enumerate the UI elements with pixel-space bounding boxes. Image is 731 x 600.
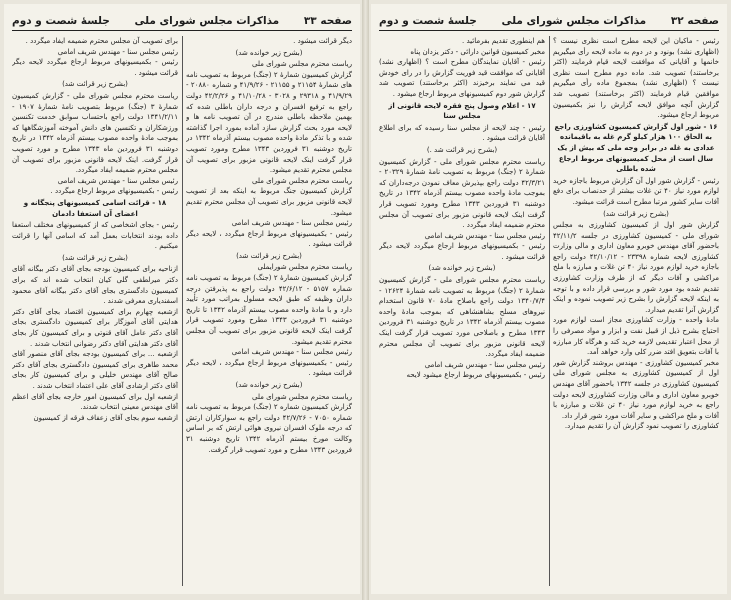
- paragraph: رئیس - بکمیسیونهای مربوط ارجاع میگردد .: [50, 186, 178, 196]
- paragraph: رئیس مجلس سنا - مهندس شریف امامی: [424, 359, 545, 369]
- paragraph: مادهٔ واحده - وزارت کشاورزی مجاز است لوازم مورد احتیاج بشرح ذیل از قبیل نفت و ابزار و مواد مصرفی را از محل اعتبار تقدیمی لازمه خرید کند و هرگاه کار مبارزه با آفات بتعویق افتد ضرر کلی وارد خواهد آمد.: [553, 315, 719, 357]
- paragraph: ازناحیه برای کمیسیون بودجه بجای آقای دکتر بیگانه آقای دکتر میرلطفی گلی کیان انتخاب شده اند که برای کمیسیون دادگستری بجای آقای دکتر بیگانه آقای محمود اسفندیاری معرفی شدند .: [12, 264, 178, 306]
- left-page-session: جلسهٔ شصت و دوم: [12, 15, 110, 27]
- left-page-columns: [12, 36, 352, 588]
- book-gutter: [362, 0, 369, 600]
- paragraph: ازشعبه چهارم برای کمیسیون اقتصاد بجای آقای دکتر هدایتی آقای آموزگار برای کمیسیون دادگستری بجای آقای دکتر عامل آقای قنوتی و برای کمیسیون کار بجای آقای دکتر هدایتی آقای دکتر رضوانی انتخاب شدند .: [12, 306, 178, 348]
- paragraph: گزارش کمیسیون شماره ۲ (جنگ) مربوط به تصویب نامه شماره ۷۰۵۰ - ۴۲/۷/۲۶ دولت راجع به سوارکاران ارتش که درجه ملوک افسران نیروی هوائی ارتش که بر اساس وکالت مورخ بیستم آذرماه ۱۳۴۲ تاریخ دوشنبه ۳۱ فروردین ۱۳۴۳ مطرح و مورد تصویب قرار گرفت.: [186, 402, 352, 454]
- paragraph: مخبر کمیسیون قوانین دارائی - دکتر یزدان پناه: [410, 46, 545, 56]
- reading-note: (بشرح زیر قرائت شد): [62, 79, 128, 89]
- paragraph: مخبر کمیسیون کشاورزی - مهندس بروشند گزارش شور اول از کمیسیون کشاورزی به مجلس شورای ملی کمیسیون کشاورزی در جلسه ۱۳۴۲ باحضور آقای مهندس خوبرو معاون اداری و مالی وزارت کشاورزی لایحه دولت راجع به خرید لوازم مورد نیاز ۴۰ تن غلات و مبارزه با آفات و ملخ مراکشی و سایر آفات مورد شور قرار داد.: [553, 357, 719, 420]
- paragraph: ریاست محترم مجلس شورای ملی: [251, 59, 352, 69]
- paragraph: رئیس مجلس سنا - مهندس شریف امامی: [57, 46, 178, 56]
- paragraph: رئیس - بکمیسیونهای مربوط ارجاع میگردد ، لایحه دیگر قرائت میشود .: [186, 228, 352, 249]
- paragraph: گزارش کمیسیون شمارهٔ ۲ (جنگ) مربوط به تصویب نامه شماره ۵۱۵۷ - ۴۲/۶/۱۲ دولت راجع به پذیرفتن درجه داران وظیفه که طبق لایحه مسلول بمراتب مورد تأیید دارد و با مادهٔ واحده مصوب بیستم آذرماه ۱۳۴۲ تا تاریخ دوشنبه ۳۱ فروردین ۱۳۴۳ مطرح ومورد تصویب قرار گرفت اینک لایحه قانونی مزبور برای تصویب آن مجلس محترم تقدیم میشود.: [186, 273, 352, 346]
- left-page-title: مذاکرات مجلس شورای ملی: [134, 15, 280, 27]
- left-page-left-column: [12, 36, 178, 588]
- paragraph: رئیس - چند لایحه از مجلس سنا رسیده که برای اطلاع آقایان قرائت میشود .: [379, 122, 545, 143]
- reading-note: (بشرح زیر خوانده شد): [428, 263, 496, 273]
- section-heading: ۱۷ - اعلام وصول پنج فقره لایحه قانونی از مجلس سنا: [388, 100, 536, 121]
- paragraph: ریاست محترم مجلس شورایملی: [257, 262, 352, 272]
- paragraph: کشاورزی را تصویب نمود گزارش آن را تقدیم میدارد.: [564, 421, 719, 431]
- right-page-right-column: [553, 36, 719, 588]
- right-page: [371, 4, 727, 594]
- reading-note: (بشرح زیر قرائت شد): [236, 250, 302, 260]
- right-page-session: جلسهٔ شصت و دوم: [379, 15, 477, 27]
- paragraph: رئیس - بکمیسیونهای مربوط ارجاع میگردد لایحه دیگر قرائت میشود .: [12, 57, 178, 77]
- left-page-right-column: [186, 36, 352, 588]
- paragraph: دیگر قرائت میشود .: [293, 36, 352, 45]
- reading-note: (بشرح زیر خوانده شد): [235, 380, 303, 389]
- paragraph: رئیس - بکمیسیونهای مربوط ارجاع میشود لایحه: [406, 370, 545, 380]
- paragraph: رئیس - آقایان نمایندگان مطرح است ؟ (اظهاری نشد) آقایانی که موافقت قید فوریت گزارش را در رای خودش قید می نمایند برخیزند (اکثر برخاستند) تصویب شد گزارش شور دوم کمیسیونهای مربوط ارجاع میشود .: [379, 57, 545, 98]
- paragraph: هم اینطوری تقدیم بفرمائید .: [462, 36, 545, 45]
- paragraph: ریاست محترم مجلس شورای ملی - گزارش کمیسیون شمارهٔ ۳ (جنگ) مربوط بتصویب نامهٔ شمارهٔ ۱۹۰۷ - ۱۳۴۱/۲/۱۱ دولت راجع باحتساب سوابق خدمت تکنسین ورزشکاران و تکنسین های دانش آموخته آموزشگاهها که بموجب مادهٔ واحده مصوب بیستم آذرماه ۱۳۴۲ در تاریخ دوشنبه ۳۱ فروردین ماه ۱۳۴۳ مطرح و مورد تصویب قرار گرفت. اینک لایحه قانونی مزبور برای تصویب آن مجلس محترم ضمیمه ایفاد میگردد.: [12, 90, 178, 175]
- section-heading: ۱۶ - شور اول گزارش کمیسیون کشاورزی راجع به الحاق ۱۰۰ هزار کیلو گرم غله به باقیمانده عدادی به غله در برابر وجه ملی که بیش از یک سال است از محل کمیسیونهای مربوط ارجاع شده باطلی: [554, 121, 718, 174]
- paragraph: ریاست محترم مجلس شورای ملی - گزارش کمیسیون شمارهٔ ۲ (جنگ) مربوط به تصویب نامهٔ شمارهٔ ۲۰۳۲۹ - ۴۲/۳/۲۱ دولت راجع بپذیرش معاف نمودن درجه‌داران که بموجب مادهٔ واحده مصوب بیستم آذرماه ۱۳۴۲ در تاریخ دوشنبه ۳۱ فروردین ۱۳۴۳ مطرح ومورد تصویب قرار گرفت اینک لایحه قانونی مزبور برای تصویب آن مجلس محترم ضمیمه ایفاد میگردد .: [379, 156, 545, 230]
- section-heading: ۱۸ - قرائت اسامی کمیسیونهای پنجگانه و اعضای آن استعفا دادمان: [23, 197, 167, 218]
- paragraph: ریاست محترم مجلس شورای ملی: [251, 391, 352, 401]
- left-page-header: [12, 12, 352, 31]
- paragraph: ریاست محترم مجلس شورای ملی - گزارش کمیسیون شمارهٔ ۲ (جنگ) مربوط به تصویب نامه شمارهٔ ۱۲۶۲۴ - ۱۳۴۰/۷/۴ دولت راجع باصلاح مادهٔ ۷۰ قانون استخدام نیروهای مسلح بشاهنشاهی که بموجب مادهٔ واحده مصوب بیستم آذرماه ۱۳۴۲ در تاریخ دوشنبه ۳۱ فروردین ۱۳۴۳ مطرح و باصلاحی مورد تصویب قرار گرفت اینک لایحه قانونی مزبور برای تصویب آن مجلس محترم ضمیمه ایفاد میگردد.: [379, 275, 545, 359]
- paragraph: ریاست محترم مجلس شورای ملی: [251, 175, 352, 185]
- reading-note: (بشرح زیر قرائت شد): [603, 208, 669, 218]
- paragraph: برای تصویب آن مجلس محترم ضمیمه ایفاد میگردد .: [25, 36, 178, 45]
- right-page-header: [379, 12, 719, 31]
- paragraph: رئیس - بکمیسیونهای مربوط ارجاع میگردد ، لایحه دیگر قرائت میشود .: [186, 357, 352, 378]
- paragraph: ازشعبه اول برای کمیسیون امور خارجه بجای آقای اعظم آقای مهندس معینی انتخاب شدند.: [12, 391, 178, 412]
- left-page: [4, 4, 360, 594]
- reading-note: (بشرح زیر قرائت شد .): [426, 144, 498, 154]
- right-page-number: صفحه ۳۲: [670, 15, 719, 27]
- paragraph: گزارش کمیسیون شمارهٔ ۲ (جنگ) مربوط به تصویب نامه های شمارهٔ ۲۱۱۵۴ و ۲۱۱۵۵ - ۴۱/۹/۲۶ و شماره ۲۰۸۸۰ - ۴۱/۹/۲۹ و ۲۹۳۱۸ و ۳۰۲۸ - ۴۱/۱۰/۲۸ و ۴۲/۲/۲۶ دولت راجع به ترفیع افسران و درجه داران باطلی شده که بهمین ملاحظه باطلی مندرج در آن تصویب نامه ها و لایحه مورد بحث گزارش سازد آماده بمورد اجرا گذاشته شده و با تذکر مادهٔ واحده مصوب بیستم آذرماه ۱۳۴۲ در تاریخ دوشنبه ۳۱ فروردین ۱۳۴۳ مطرح ومورد تصویب قرار گرفت اینک لایحه قانونی مزبور برای تصویب آن مجلس محترم تقدیم میشود.: [186, 69, 352, 175]
- paragraph: رئیس - گزارش شور اول آن گزارش مربوط باجازه خرید لوازم مورد نیاز ۴۰ تن غلات بیشتر از حدنصاب برای دفع آفات سایر کشور مرتبا مطرح است قرائت میشود.: [553, 175, 719, 206]
- paragraph: گزارش کمیسیون جنگ مربوط به اینکه بعد از تصویب لایحه قانونی مزبور برای تصویب آن مجلس محترم تقدیم میشود.: [186, 186, 352, 217]
- paragraph: رئیس مجلس سنا - مهندس شریف امامی: [231, 347, 352, 357]
- paragraph: گزارش شور اول از کمیسیون کشاورزی به مجلس شورای ملی - کمیسیون کشاورزی در جلسه ۴۲/۱۱/۲ باحضور آقای مهندس خوبرو معاون اداری و مالی وزارت کشاورزی لایحه شماره ۲۳۳۹۸ - ۴۲/۱۰/۱۲ دولت راجع باجازه خرید لوازم مورد نیاز ۴۰ تن غلات و مبارزه با ملخ مراکشی و آفات دیگر که از طرف وزارت کشاورزی تقدیم شده بود مورد شور و بررسی قرار داده و با توجه به اینکه لایحه گزارش را بشرح زیر تصویب نموده و اینک گزارش آنرا تقدیم میدارد.: [553, 220, 719, 314]
- reading-note: (بشرح زیر قرائت شد): [62, 252, 128, 262]
- right-page-columns: [379, 36, 719, 588]
- left-page-number: صفحه ۳۳: [303, 15, 352, 27]
- right-page-left-column: [379, 36, 545, 588]
- paragraph: ازشعبه ... برای کمیسیون بودجه بجای آقای منصور آقای محمد طاهری برای کمیسیون دادگستری بجای آقای دکتر صالح آقای مهندس خلیلی و برای کمیسیون کار بجای آقای دکتر ارشادی آقای علی اعتماد انتخاب شدند .: [12, 349, 178, 390]
- reading-note: (بشرح زیر خوانده شد): [235, 47, 303, 57]
- paragraph: رئیس مجلس سنا - مهندس شریف امامی: [57, 175, 178, 185]
- paragraph: ازشعبه سوم بجای آقای زعفاف فرقه از کمیسیون: [33, 412, 178, 422]
- paragraph: رئیس مجلس سنا - مهندس شریف امامی: [424, 230, 545, 240]
- paragraph: رئیس - ماکیان این لایحه مطرح است نظری نیست ؟ (اظهاری نشد) بونود و در دوم به ماده لایحه رأی میگیریم خانمها و آقایانی که موافقت لایحه قیام فرمایند (اکثر برخاستند) تصویب شد. ماده دوم مطرح است نظری نیست ؟ (اظهاری نشد) بمجموع ماده رأی میگیریم موافقین قیام فرمایند (اکثر برخاستند) تصویب شد گزارش آنچه موافق لایحه گزارش را نیز بکمیسیون مربوط ارجاع میشود.: [553, 36, 719, 120]
- paragraph: رئیس مجلس سنا - مهندس شریف امامی: [231, 218, 352, 228]
- right-page-title: مذاکرات مجلس شورای ملی: [501, 15, 647, 27]
- paragraph: رئیس - بکمیسیونهای مربوط ارجاع میگردد لایحه دیگر قرائت میشود .: [379, 241, 545, 261]
- paragraph: رئیس - بجای اشخاصی که از کمیسیونهای مختلف استعفا داده بودند انتخابات بعمل آمد که اسامی آنها را قرائت میکنیم .: [12, 220, 178, 251]
